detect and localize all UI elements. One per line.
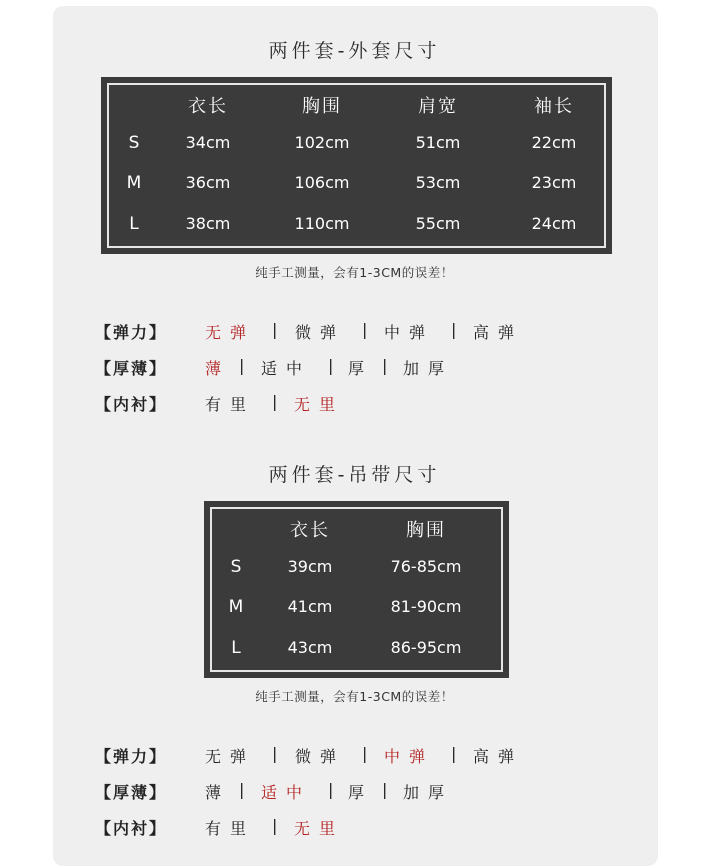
separator: | <box>382 780 388 799</box>
jacket-section-title: 两件套-外套尺寸 <box>268 40 441 62</box>
jacket-thickness-thick: 厚 <box>348 359 374 378</box>
camisole-thickness-thin: 薄 <box>205 783 231 802</box>
jacket-m-sleeve: 23cm <box>531 173 577 192</box>
camisole-size-table <box>204 501 509 678</box>
camisole-size-m: M <box>228 597 244 617</box>
jacket-size-m: M <box>126 173 142 193</box>
jacket-thickness-label: 【厚薄】 <box>95 359 168 378</box>
separator: | <box>451 320 457 339</box>
jacket-m-length: 36cm <box>185 173 231 192</box>
camisole-l-length: 43cm <box>287 638 333 657</box>
jacket-m-shoulder: 53cm <box>415 173 461 192</box>
camisole-header-length: 衣长 <box>290 520 330 541</box>
jacket-l-sleeve: 24cm <box>531 214 577 233</box>
jacket-elasticity-high: 高弹 <box>473 323 524 342</box>
camisole-s-length: 39cm <box>287 557 333 576</box>
camisole-s-chest: 76-85cm <box>390 557 462 576</box>
jacket-header-shoulder: 肩宽 <box>418 96 458 117</box>
jacket-s-sleeve: 22cm <box>531 133 577 152</box>
jacket-lining-yes: 有里 <box>205 395 256 414</box>
separator: | <box>272 816 278 835</box>
jacket-elasticity-slight: 微弹 <box>295 323 346 342</box>
separator: | <box>382 356 388 375</box>
camisole-section-title: 两件套-吊带尺寸 <box>268 464 441 486</box>
camisole-elasticity-high: 高弹 <box>473 747 524 766</box>
separator: | <box>272 392 278 411</box>
separator: | <box>272 320 278 339</box>
camisole-measure-note: 纯手工测量，会有1-3CM的误差！ <box>255 689 454 704</box>
jacket-l-chest: 110cm <box>294 214 350 233</box>
separator: | <box>239 356 245 375</box>
jacket-size-s: S <box>128 133 140 153</box>
camisole-header-chest: 胸围 <box>406 520 446 541</box>
jacket-s-length: 34cm <box>185 133 231 152</box>
jacket-lining-no: 无里 <box>294 395 345 414</box>
jacket-m-chest: 106cm <box>294 173 350 192</box>
separator: | <box>451 744 457 763</box>
jacket-size-l: L <box>129 214 139 234</box>
camisole-elasticity-slight: 微弹 <box>295 747 346 766</box>
jacket-elasticity-medium: 中弹 <box>384 323 435 342</box>
jacket-l-shoulder: 55cm <box>415 214 461 233</box>
camisole-size-s: S <box>230 557 242 577</box>
camisole-elasticity-label: 【弹力】 <box>95 747 168 766</box>
jacket-thickness-extra: 加厚 <box>403 359 454 378</box>
camisole-lining-no: 无里 <box>294 819 345 838</box>
separator: | <box>328 356 334 375</box>
separator: | <box>362 320 368 339</box>
jacket-s-chest: 102cm <box>294 133 350 152</box>
jacket-header-chest: 胸围 <box>302 96 342 117</box>
camisole-l-chest: 86-95cm <box>390 638 462 657</box>
jacket-lining-label: 【内衬】 <box>95 395 168 414</box>
camisole-thickness-thick: 厚 <box>348 783 374 802</box>
separator: | <box>272 744 278 763</box>
jacket-elasticity-label: 【弹力】 <box>95 323 168 342</box>
jacket-l-length: 38cm <box>185 214 231 233</box>
jacket-elasticity-none: 无弹 <box>205 323 256 342</box>
camisole-elasticity-medium: 中弹 <box>384 747 435 766</box>
jacket-size-table <box>101 77 612 254</box>
camisole-size-l: L <box>231 638 241 658</box>
camisole-lining-yes: 有里 <box>205 819 256 838</box>
jacket-header-sleeve: 袖长 <box>534 96 574 117</box>
jacket-thickness-thin: 薄 <box>205 359 231 378</box>
camisole-m-chest: 81-90cm <box>390 597 462 616</box>
separator: | <box>328 780 334 799</box>
separator: | <box>239 780 245 799</box>
camisole-thickness-medium: 适中 <box>261 783 312 802</box>
camisole-lining-label: 【内衬】 <box>95 819 168 838</box>
camisole-elasticity-none: 无弹 <box>205 747 256 766</box>
jacket-s-shoulder: 51cm <box>415 133 461 152</box>
camisole-m-length: 41cm <box>287 597 333 616</box>
jacket-measure-note: 纯手工测量，会有1-3CM的误差！ <box>255 265 454 280</box>
separator: | <box>362 744 368 763</box>
camisole-thickness-extra: 加厚 <box>403 783 454 802</box>
jacket-thickness-medium: 适中 <box>261 359 312 378</box>
jacket-header-length: 衣长 <box>188 96 228 117</box>
camisole-thickness-label: 【厚薄】 <box>95 783 168 802</box>
